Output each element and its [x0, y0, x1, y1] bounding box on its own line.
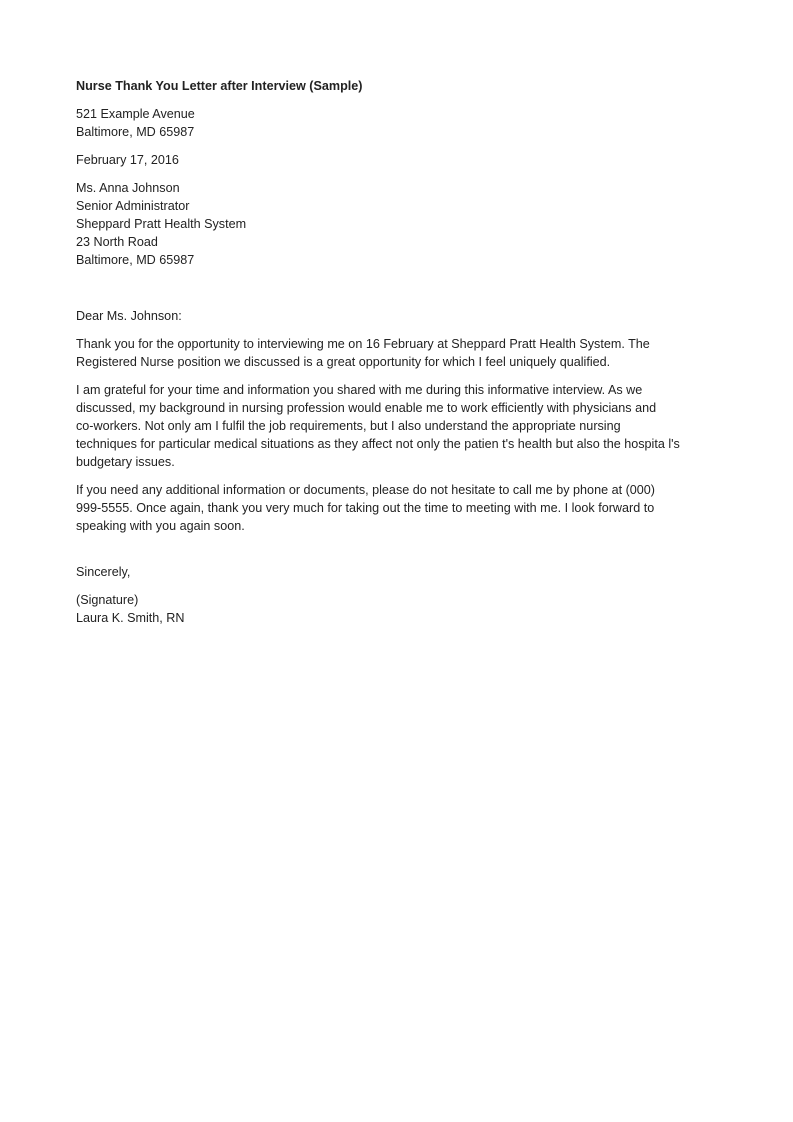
- sender-address: [76, 105, 688, 141]
- signer-name: Laura K. Smith, RN: [76, 611, 185, 625]
- paragraph-line: co-workers. Not only am I fulfil the job requirements, but I also understand the appropriate nursing: [76, 419, 621, 433]
- paragraph-line: Thank you for the opportunity to interviewing me on 16 February at Sheppard Pratt Health System. The: [76, 337, 650, 351]
- paragraph-line: Registered Nurse position we discussed is a great opportunity for which I feel uniquely qualified.: [76, 355, 611, 369]
- paragraph-line: If you need any additional information or documents, please do not hesitate to call me by phone at (000): [76, 483, 655, 497]
- recipient-city: Baltimore, MD 65987: [76, 253, 195, 267]
- recipient-name: Ms. Anna Johnson: [76, 181, 180, 195]
- paragraph-line: budgetary issues.: [76, 455, 175, 469]
- body-paragraph-2: [76, 381, 688, 471]
- recipient-title: Senior Administrator: [76, 199, 190, 213]
- spacer: [76, 279, 688, 307]
- sender-address-line: 521 Example Avenue: [76, 107, 195, 121]
- paragraph-line: speaking with you again soon.: [76, 519, 245, 533]
- body-paragraph-3: [76, 481, 688, 535]
- recipient-address: [76, 179, 688, 269]
- recipient-street: 23 North Road: [76, 235, 158, 249]
- salutation: Dear Ms. Johnson:: [76, 309, 182, 323]
- letter-body: [76, 77, 688, 637]
- spacer: [76, 545, 688, 563]
- recipient-organization: Sheppard Pratt Health System: [76, 217, 247, 231]
- paragraph-line: 999-5555. Once again, thank you very much for taking out the time to meeting with me. I look forward to: [76, 501, 655, 515]
- paragraph-line: techniques for particular medical situations as they affect not only the patien t's health but also the hospita l's: [76, 437, 680, 451]
- paragraph-line: I am grateful for your time and information you shared with me during this informative interview. As we: [76, 383, 643, 397]
- letter-date: February 17, 2016: [76, 153, 179, 167]
- closing: Sincerely,: [76, 565, 131, 579]
- signature-block: [76, 591, 688, 627]
- sender-address-line: Baltimore, MD 65987: [76, 125, 195, 139]
- signature-placeholder: (Signature): [76, 593, 139, 607]
- letter-title: Nurse Thank You Letter after Interview (Sample): [76, 79, 363, 93]
- paragraph-line: discussed, my background in nursing profession would enable me to work efficiently with physicians and: [76, 401, 657, 415]
- body-paragraph-1: [76, 335, 688, 371]
